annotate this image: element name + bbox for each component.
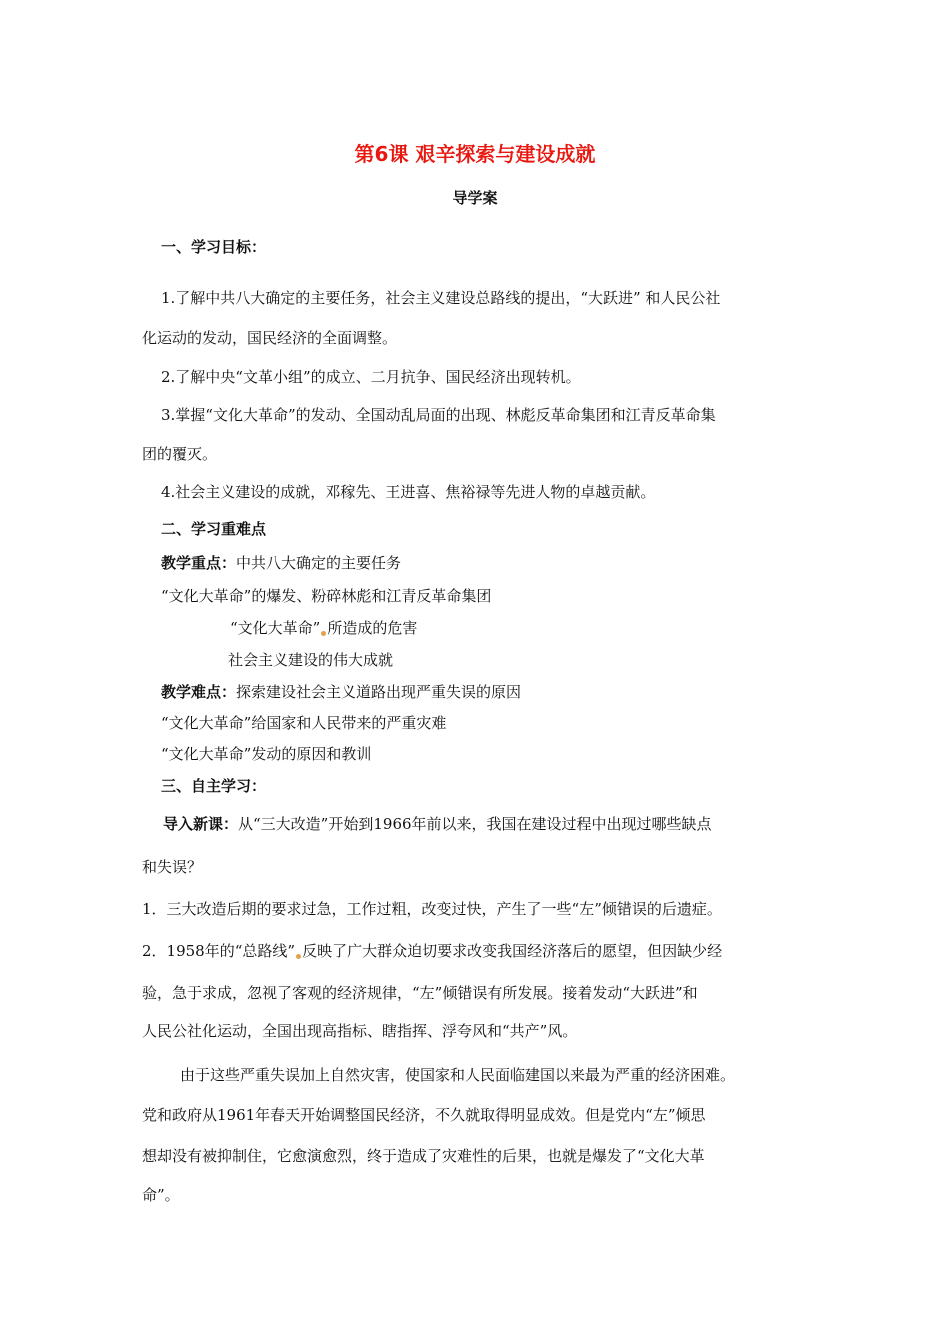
page-title: 第6课 艰辛探索与建设成就 [354,142,596,166]
paragraph-2-line1 [142,941,722,961]
intro-question: 从“三大改造”开始到1966年前以来，我国在建设过程中出现过哪些缺点 [238,815,712,833]
paragraph-3-line4: 命”。 [142,1186,180,1204]
difficulty-1: 探索建设社会主义道路出现严重失误的原因 [236,683,522,701]
goal-item-2: 2.了解中央“文革小组”的成立、二月抗争、国民经济出现转机。 [161,368,581,386]
difficulty-label: 教学难点： [161,683,237,701]
key-point-3-part2: 所造成的危害 [327,619,418,637]
section-heading-keypoints: 二、学习重难点 [161,520,267,538]
goal-item-3-line1: 3.掌握“文化大革命”的发动、全国动乱局面的出现、林彪反革命集团和江青反革命集 [161,406,716,424]
key-point-line-3 [230,618,417,638]
paragraph-2-line3: 人民公社化运动，全国出现高指标、瞎指挥、浮夸风和“共产”风。 [142,1022,578,1040]
goal-item-4: 4.社会主义建设的成就，邓稼先、王进喜、焦裕禄等先进人物的卓越贡献。 [161,483,656,501]
section-heading-goals: 一、学习目标： [161,238,267,256]
section-heading-selfstudy: 三、自主学习： [161,777,267,795]
key-point-4: 社会主义建设的伟大成就 [228,651,394,669]
difficulty-3: “文化大革命”发动的原因和教训 [161,745,372,763]
paragraph-3-line3: 想却没有被抑制住，它愈演愈烈，终于造成了灾难性的后果，也就是爆发了“文化大革 [142,1147,705,1165]
edit-marker-icon [321,631,326,636]
intro-line-1 [163,814,712,834]
paragraph-1: 1．三大改造后期的要求过急，工作过粗，改变过快，产生了一些“左”倾错误的后遗症。 [142,900,722,918]
page-subtitle: 导学案 [452,189,498,207]
difficulty-2: “文化大革命”给国家和人民带来的严重灾难 [161,714,447,732]
paragraph-3-line1: 由于这些严重失误加上自然灾害，使国家和人民面临建国以来最为严重的经济困难。 [180,1066,736,1084]
key-point-3-part1: “文化大革命” [230,619,321,637]
paragraph-2-line2: 验，急于求成，忽视了客观的经济规律，“左”倾错误有所发展。接着发动“大跃进”和 [142,984,698,1002]
key-label: 教学重点： [161,554,237,572]
key-point-2: “文化大革命”的爆发、粉碎林彪和江青反革命集团 [161,587,492,605]
paragraph-3-line2: 党和政府从1961年春天开始调整国民经济，不久就取得明显成效。但是党内“左”倾思 [142,1106,706,1124]
key-point-line-1 [161,553,401,573]
goal-item-1-line2: 化运动的发动，国民经济的全面调整。 [142,329,398,347]
intro-line-2: 和失误？ [142,858,203,876]
paragraph-2-part1: 2．1958年的“总路线” [142,942,296,960]
key-point-1: 中共八大确定的主要任务 [236,554,402,572]
difficulty-line-1 [161,682,521,702]
goal-item-3-line2: 团的覆灭。 [142,445,218,463]
paragraph-2-part2: 反映了广大群众迫切要求改变我国经济落后的愿望，但因缺少经 [302,942,723,960]
intro-label: 导入新课： [163,815,239,833]
edit-marker-icon [296,954,301,959]
goal-item-1-line1: 1.了解中共八大确定的主要任务，社会主义建设总路线的提出，“大跃进” 和人民公社 [161,289,721,307]
